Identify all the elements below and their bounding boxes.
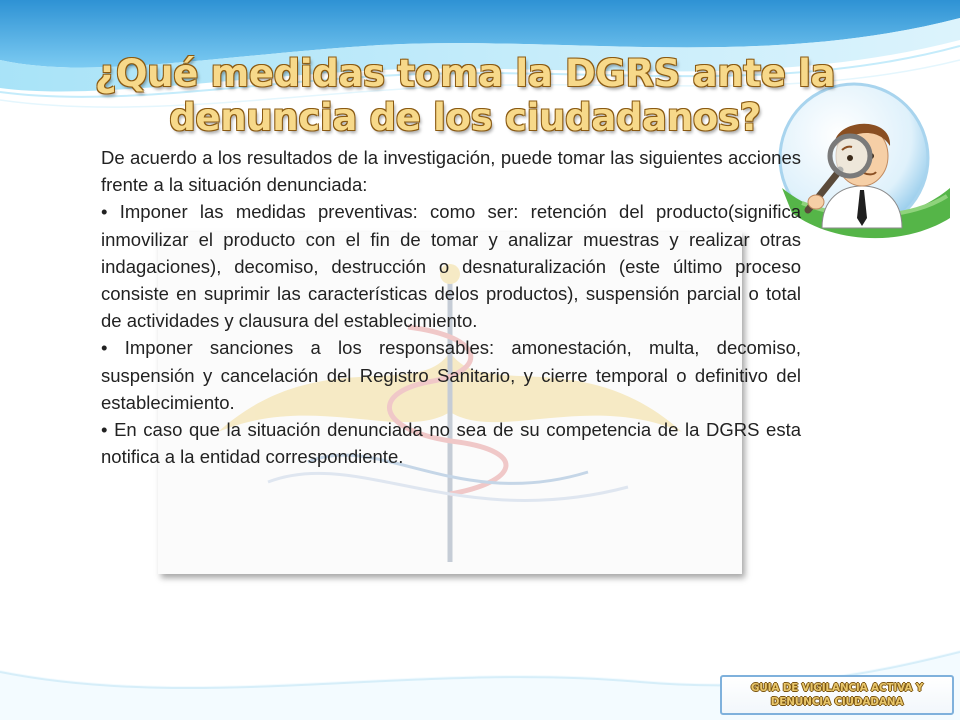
bullet-sanctions: • Imponer sanciones a los responsables: amonestación, multa, decomiso, suspensión y cancelación del Registro Sanitario, y cierre temporal o definitivo del establecimiento. bbox=[101, 337, 801, 413]
footer-line-2: DENUNCIA CIUDADANA bbox=[770, 696, 904, 708]
footer-badge bbox=[720, 675, 954, 715]
body-text bbox=[101, 144, 801, 470]
slide-title: ¿Qué medidas toma la DGRS ante la denuncia de los ciudadanos? bbox=[94, 52, 836, 139]
footer-line-1: GUIA DE VIGILANCIA ACTIVA Y bbox=[750, 682, 924, 694]
bullet-preventive-measures: • Imponer las medidas preventivas: como ser: retención del producto(significa inmovilizar el producto con el fin de tomar y analizar muestras y realizar otras indagaciones), decomiso, destrucción o desnaturalización (este último proceso consiste en suprimir las características delos productos), suspensión parcial o total de actividades y clausura del establecimiento. bbox=[101, 201, 801, 332]
bullet-referral: • En caso que la situación denunciada no sea de su competencia de la DGRS esta notifica a la entidad correspondiente. bbox=[101, 419, 801, 468]
intro-paragraph: De acuerdo a los resultados de la investigación, puede tomar las siguientes acciones frente a la situación denunciada: bbox=[101, 147, 801, 196]
